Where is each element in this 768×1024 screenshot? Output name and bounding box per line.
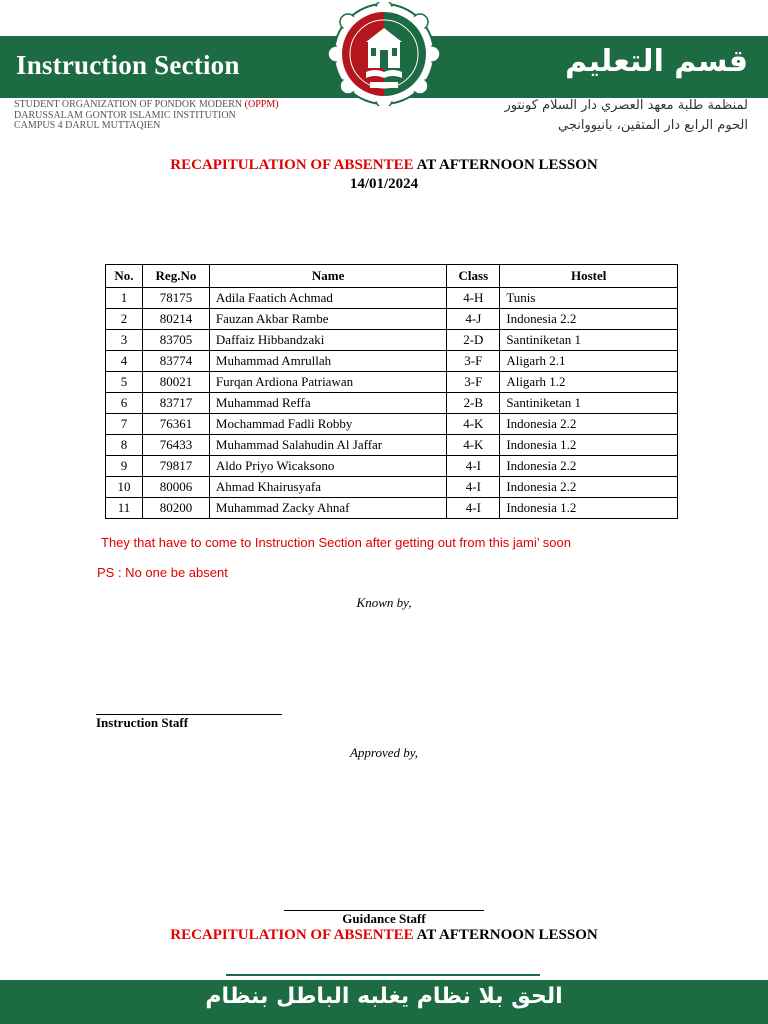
cell-regno: 83774: [142, 351, 209, 372]
cell-name: Furqan Ardiona Patriawan: [209, 372, 446, 393]
table-row: [106, 414, 678, 435]
cell-hostel: Indonesia 1.2: [500, 498, 678, 519]
cell-name: Fauzan Akbar Rambe: [209, 309, 446, 330]
cell-hostel: Indonesia 2.2: [500, 309, 678, 330]
title-red-part: RECAPITULATION OF ABSENTEE: [170, 157, 414, 173]
table-row: [106, 435, 678, 456]
table-row: [106, 477, 678, 498]
cell-hostel: Indonesia 2.2: [500, 414, 678, 435]
table-row: [106, 393, 678, 414]
cell-name: Aldo Priyo Wicaksono: [209, 456, 446, 477]
cell-hostel: Indonesia 2.2: [500, 456, 678, 477]
cell-regno: 80200: [142, 498, 209, 519]
table-row: [106, 351, 678, 372]
cell-class: 4-K: [447, 414, 500, 435]
cell-name: Muhammad Reffa: [209, 393, 446, 414]
repeated-title-red-part: RECAPITULATION OF ABSENTEE: [170, 927, 414, 943]
cell-regno: 76433: [142, 435, 209, 456]
cell-hostel: Indonesia 2.2: [500, 477, 678, 498]
organization-ar: [428, 96, 748, 136]
institution-emblem-icon: [324, 2, 444, 106]
cell-no: 6: [106, 393, 143, 414]
cell-no: 2: [106, 309, 143, 330]
org-en-line1: STUDENT ORGANIZATION OF PONDOK MODERN: [14, 99, 245, 110]
header-title-en: Instruction Section: [16, 50, 240, 80]
cell-regno: 83717: [142, 393, 209, 414]
footer-motto: الحق بلا نظام يغلبه الباطل بنظام: [205, 984, 563, 1009]
cell-no: 3: [106, 330, 143, 351]
org-en-line3: CAMPUS 4 DARUL MUTTAQIEN: [14, 120, 161, 131]
absentee-table: [105, 264, 678, 519]
cell-hostel: Tunis: [500, 288, 678, 309]
cell-class: 4-I: [447, 498, 500, 519]
org-abbr: (OPPM): [244, 99, 279, 110]
cell-name: Ahmad Khairusyafa: [209, 477, 446, 498]
cell-hostel: Aligarh 1.2: [500, 372, 678, 393]
cell-class: 3-F: [447, 372, 500, 393]
org-ar-line2: الحوم الرابع دار المتقين، بانيووانجي: [557, 118, 748, 133]
ps-note: PS : No one be absent: [97, 565, 228, 580]
instruction-staff-label: Instruction Staff: [96, 715, 189, 730]
cell-name: Mochammad Fadli Robby: [209, 414, 446, 435]
header-no: No.: [106, 265, 143, 288]
cell-no: 11: [106, 498, 143, 519]
cell-regno: 80006: [142, 477, 209, 498]
header-name: Name: [209, 265, 446, 288]
approved-by-label: Approved by,: [349, 745, 419, 760]
cell-class: 2-B: [447, 393, 500, 414]
cell-regno: 80214: [142, 309, 209, 330]
page-title: [0, 157, 768, 174]
cell-no: 1: [106, 288, 143, 309]
instruction-note: They that have to come to Instruction Section after getting out from this jami’ soon: [101, 535, 571, 550]
footer-rule: [226, 974, 540, 976]
repeated-title: [0, 927, 768, 944]
cell-no: 5: [106, 372, 143, 393]
org-ar-line1: لمنظمة طلبة معهد العصري دار السلام كونتور: [504, 98, 748, 113]
table-row: [106, 456, 678, 477]
organization-en: [14, 100, 279, 132]
cell-regno: 80021: [142, 372, 209, 393]
cell-regno: 78175: [142, 288, 209, 309]
known-by-label: Known by,: [356, 595, 412, 610]
table-header-row: [106, 265, 678, 288]
title-black-part: AT AFTERNOON LESSON: [413, 157, 598, 173]
cell-name: Muhammad Salahudin Al Jaffar: [209, 435, 446, 456]
cell-class: 4-J: [447, 309, 500, 330]
repeated-title-black-part: AT AFTERNOON LESSON: [413, 927, 598, 943]
report-date: 14/01/2024: [349, 176, 419, 192]
cell-class: 4-H: [447, 288, 500, 309]
guidance-staff-label: Guidance Staff: [342, 911, 426, 926]
table-row: [106, 309, 678, 330]
cell-name: Daffaiz Hibbandzaki: [209, 330, 446, 351]
cell-class: 2-D: [447, 330, 500, 351]
cell-hostel: Santiniketan 1: [500, 393, 678, 414]
header-regno: Reg.No: [142, 265, 209, 288]
cell-name: Adila Faatich Achmad: [209, 288, 446, 309]
cell-class: 4-I: [447, 456, 500, 477]
org-en-line2: DARUSSALAM GONTOR ISLAMIC INSTITUTION: [14, 109, 236, 121]
cell-hostel: Indonesia 1.2: [500, 435, 678, 456]
table-row: [106, 330, 678, 351]
cell-no: 9: [106, 456, 143, 477]
cell-no: 8: [106, 435, 143, 456]
cell-no: 10: [106, 477, 143, 498]
cell-hostel: Santiniketan 1: [500, 330, 678, 351]
header-class: Class: [447, 265, 500, 288]
header-title-ar: قسم التعليم: [565, 44, 748, 79]
cell-name: Muhammad Zacky Ahnaf: [209, 498, 446, 519]
cell-no: 7: [106, 414, 143, 435]
cell-class: 4-I: [447, 477, 500, 498]
table-row: [106, 372, 678, 393]
cell-regno: 83705: [142, 330, 209, 351]
cell-name: Muhammad Amrullah: [209, 351, 446, 372]
cell-hostel: Aligarh 2.1: [500, 351, 678, 372]
cell-regno: 76361: [142, 414, 209, 435]
table-row: [106, 288, 678, 309]
header-hostel: Hostel: [500, 265, 678, 288]
cell-regno: 79817: [142, 456, 209, 477]
cell-class: 3-F: [447, 351, 500, 372]
table-row: [106, 498, 678, 519]
cell-class: 4-K: [447, 435, 500, 456]
cell-no: 4: [106, 351, 143, 372]
